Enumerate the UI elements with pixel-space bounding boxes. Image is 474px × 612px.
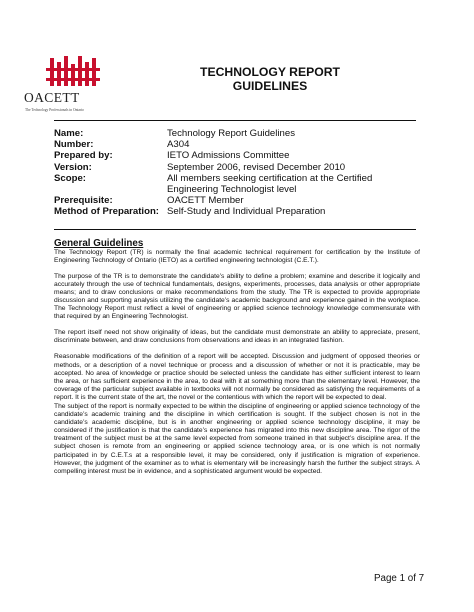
meta-row-prepared-by [54,150,424,161]
meta-label: Method of Preparation: [54,206,159,218]
document-title [160,65,380,93]
logo-wordmark: OACETT [24,90,80,105]
meta-row-version [54,162,424,173]
meta-label: Prerequisite: [54,195,113,207]
paragraph: The report itself need not show originality of ideas, but the candidate must demonstrate an ability to appreciate, present, discriminate between, and draw conclusions from observations and ideas in an integrated fashion. [54,329,420,345]
meta-row-prerequisite [54,195,424,206]
meta-value: September 2006, revised December 2010 [167,161,346,173]
paragraph: The Technology Report (TR) is normally the final academic technical requirement for certification by the Institute of Engineering Technology of Ontario (IETO) as a certified engineering technologist (C.E.T.). [54,249,420,265]
title-line-2: GUIDELINES [232,79,308,93]
paragraph: The purpose of the TR is to demonstrate the candidate’s ability to define a problem; examine and describe it logically and accurately through the use of technical fundamentals, designs, experiments, processes, data analysis or other appropriate means; and to draw conclusions or make recommendations from the study. The TR is expected to provide appropriate discussion and supporting analysis utilizing the candidate’s academic background and experience gained in the workplace. The Technology Report must reflect a level of engineering or applied science technology knowledge commensurate with that required by an Engineering Technologist. [54,273,420,321]
meta-row-number [54,139,424,150]
paragraph: The subject of the report is normally expected to be within the discipline of engineering or applied science technology of the candidate’s academic training and the discipline in which certification is sought. If the subject chosen is not in the candidate’s academic discipline, but is in another engineering or applied science technology discipline, it may be considered if the justification is that the candidate’s experience has migrated into this new discipline area. The rigor of the treatment of the subject must be at the same level expected from someone trained in that subject’s discipline area. If the subject chosen is remote from an engineering or applied science technology area, or is one which is not normally participated in by C.E.T.s at a responsible level, it may be considered, only if justification is migration of experience. However, the judgment of the examiner as to what is elementary will be increasingly harsh the further the subject strays. A compelling interest must be in evidence, and a sophisticated argument would be expected. [54,403,420,475]
meta-row-name [54,128,424,139]
meta-row-method [54,206,424,217]
meta-label: Scope: [54,172,86,184]
meta-row-scope [54,173,424,195]
page-number: Page 1 of 7 [374,573,425,584]
meta-value: Self-Study and Individual Preparation [167,206,326,218]
meta-label: Name: [54,128,84,139]
paragraph: Reasonable modifications of the definition of a report will be accepted. Discussion and judgment of opposed theories or methods, or a description of a novel technique or process and a discussion of whether or not it is practicable, may be accepted. No area of knowledge or practice should be selected unless the candidate has either sufficient interest to learn the area, or has sufficient experience in the area, to deal with it at something more than the elementary level. However, the coverage of the particular subject available in textbooks will not normally be considered as satisfying the requirements of a report. It is the current state of the art, the novel or the contentious with which the report will be expected to deal. [54,353,420,401]
meta-label: Prepared by: [54,150,113,162]
meta-value: All members seeking certification at the Certified Engineering Technologist level [167,172,373,196]
top-divider [54,120,416,121]
oacett-logo [24,54,120,120]
meta-value: IETO Admissions Committee [167,150,290,162]
bottom-divider [54,229,416,230]
logo-tagline: The Technology Professionals in Ontario [25,108,84,112]
section-heading: General Guidelines [54,238,144,249]
oacett-emblem-icon [24,54,120,88]
meta-value: OACETT Member [167,195,244,207]
title-line-1: TECHNOLOGY REPORT [200,65,340,79]
meta-label: Number: [54,139,94,151]
meta-value: Technology Report Guidelines [167,128,295,139]
meta-label: Version: [54,161,92,173]
section-body [54,249,420,484]
document-metadata [54,128,424,218]
meta-value: A304 [167,139,190,151]
